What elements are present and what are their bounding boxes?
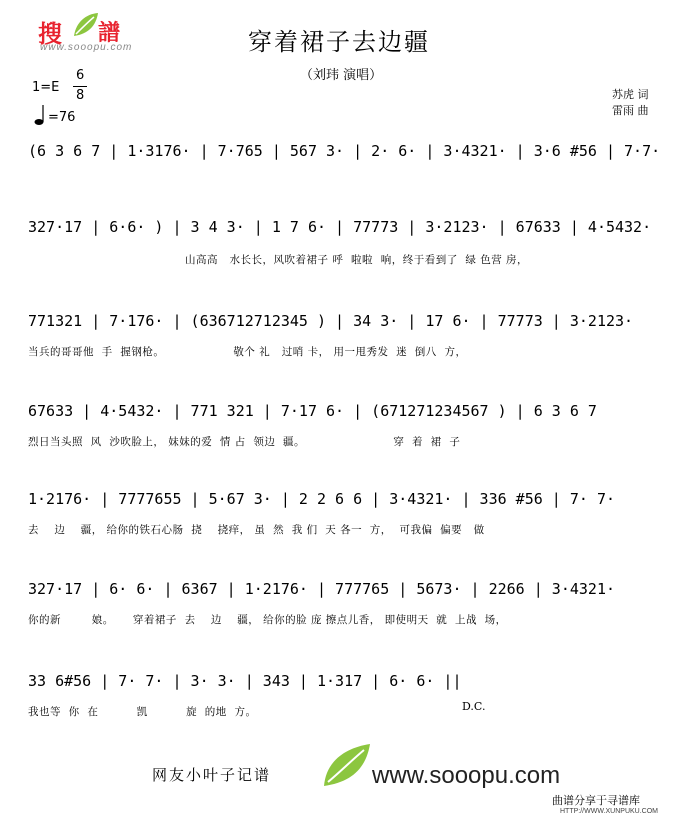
staff-row-1	[28, 142, 678, 172]
lyrics-row-7: 我也等 你 在 凯 旋 的地 方。	[28, 706, 257, 718]
quarter-note-icon	[34, 104, 48, 126]
dc-marking: D.C.	[462, 700, 486, 713]
notes-row-1: (6 3 6 7 | 1·3176· | 7·765 | 567 3· | 2· 6· | 3·4321· | 3·6 #56 | 7·7·	[28, 142, 661, 160]
time-signature-bottom: 8	[76, 88, 85, 103]
song-title: 穿着裙子去边疆	[248, 28, 430, 56]
notes-row-5: 1·2176· | 7777655 | 5·67 3· | 2 2 6 6 | 3·4321· | 336 #56 | 7· 7·	[28, 490, 615, 508]
share-credit: 曲谱分享于寻谱库	[552, 794, 640, 807]
time-signature-line	[73, 86, 87, 87]
staff-row-3	[28, 312, 678, 342]
leaf-logo-icon	[318, 740, 374, 790]
footer-site2-url[interactable]: HTTP://WWW.XUNPUKU.COM	[560, 808, 658, 815]
staff-row-4	[28, 402, 678, 432]
logo-char-sou: 搜	[38, 21, 62, 48]
leaf-icon	[70, 10, 100, 40]
notes-row-4: 67633 | 4·5432· | 771 321 | 7·17 6· | (671271234567 ) | 6 3 6 7	[28, 402, 597, 420]
lyricist: 苏虎 词	[612, 88, 649, 101]
staff-row-2	[28, 218, 678, 248]
notes-row-3: 771321 | 7·176· | (636712712345 ) | 34 3· | 17 6· | 77773 | 3·2123·	[28, 312, 634, 330]
staff-row-5	[28, 490, 678, 520]
logo-char-pu: 譜	[98, 20, 121, 45]
lyrics-row-2: 山高高 水长长，风吹着裙子 呼 啦啦 响，终于看到了 绿 色营 房，	[185, 254, 529, 266]
time-signature-top: 6	[76, 68, 85, 83]
composer: 雷雨 曲	[612, 104, 649, 117]
singer: （刘玮 演唱）	[300, 68, 383, 83]
notes-row-6: 327·17 | 6· 6· | 6367 | 1·2176· | 777765 | 5673· | 2266 | 3·4321·	[28, 580, 615, 598]
lyrics-row-4: 烈日当头照 风 沙吹脸上， 妹妹的爱 情 占 领边 疆。 穿 着 裙 子	[28, 436, 461, 448]
notes-row-7: 33 6#56 | 7· 7· | 3· 3· | 343 | 1·317 | 6· 6· ||	[28, 672, 462, 690]
lyrics-row-3: 当兵的哥哥他 手 握钢枪。 敬个 礼 过哨 卡， 用一甩秀发 迷 倒八 方，	[28, 346, 467, 358]
recorder-credit: 网友小叶子记谱	[152, 766, 272, 784]
lyrics-row-6: 你的新 娘。 穿着裙子 去 边 疆， 给你的脸 庞 擦点儿香， 即使明天 就 上战 场，	[28, 614, 507, 626]
tempo: =76	[48, 110, 76, 125]
lyrics-row-5: 去 边 疆， 给你的铁石心肠 挠 挠痒， 虽 然 我 们 天 各一 方， 可我偏 偏要 做	[28, 524, 485, 536]
key-signature: 1=E	[32, 80, 60, 95]
notes-row-2: 327·17 | 6·6· ) | 3 4 3· | 1 7 6· | 77773 | 3·2123· | 67633 | 4·5432·	[28, 218, 652, 236]
logo-url[interactable]: www.sooopu.com	[40, 42, 133, 53]
footer-site-url[interactable]: www.sooopu.com	[372, 762, 561, 789]
staff-row-6	[28, 580, 678, 610]
staff-row-7	[28, 672, 678, 702]
